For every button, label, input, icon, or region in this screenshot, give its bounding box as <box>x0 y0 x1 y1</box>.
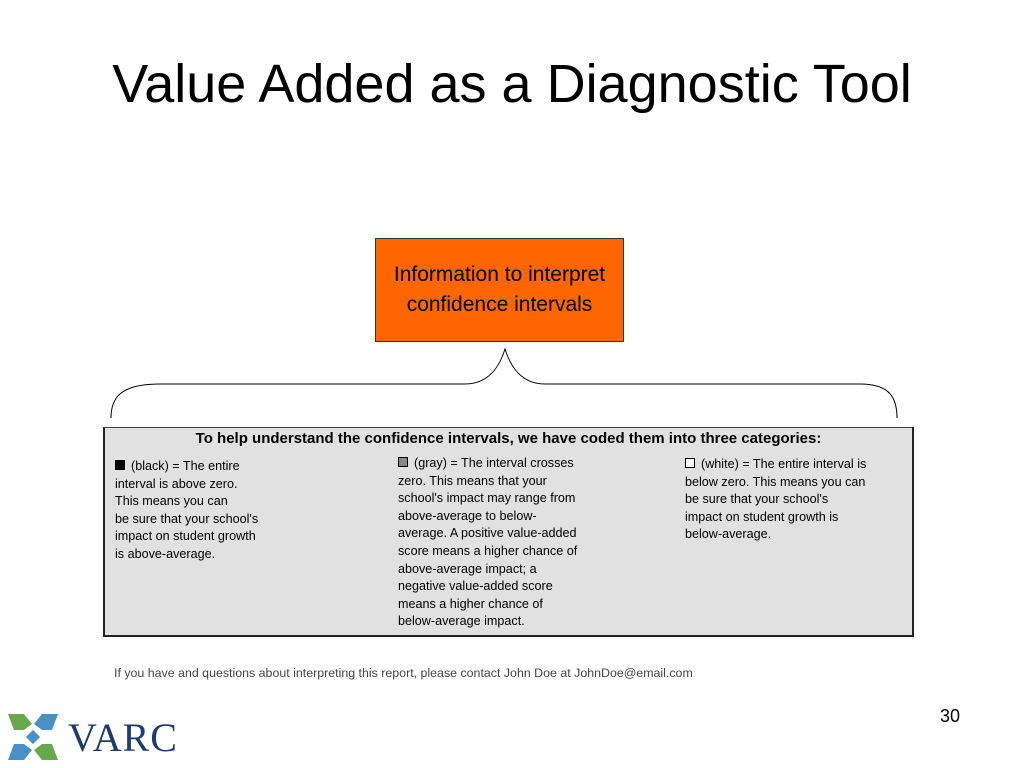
callout-box <box>375 238 624 342</box>
legend-panel <box>103 427 914 637</box>
page-number: 30 <box>940 706 961 726</box>
gray-square-icon <box>398 457 408 467</box>
curly-brace <box>100 340 920 430</box>
varc-logo-text: VARC <box>68 715 178 760</box>
black-square-icon <box>115 460 125 470</box>
legend-item-white-text: (white) = The entire interval is below zero. This means you can be sure that your school's impact on student growth is below-average. <box>685 457 867 542</box>
contact-note: If you have and questions about interpreting this report, please contact John Doe at JohnDoe@email.com <box>114 666 693 680</box>
white-square-icon <box>685 458 695 468</box>
legend-item-gray-text: (gray) = The interval crosses zero. This means that your school's impact may range from above-average to below- average. A positive value-added score means a higher chance of above-average impact; a negative value-added score means a higher chance of below-average impact. <box>398 456 578 629</box>
callout-text: Information to interpret confidence intervals <box>393 263 606 316</box>
legend-item-gray <box>398 455 628 631</box>
legend-item-black-text: (black) = The entire interval is above zero. This means you can be sure that your school's impact on student growth is above-average. <box>115 459 259 561</box>
legend-item-black <box>115 458 305 564</box>
varc-logo-mark-icon <box>4 710 62 764</box>
varc-logo <box>0 704 200 764</box>
legend-heading: To help understand the confidence intervals, we have coded them into three categories: <box>195 430 822 447</box>
slide-title: Value Added as a Diagnostic Tool <box>112 54 912 114</box>
legend-item-white <box>685 456 915 544</box>
